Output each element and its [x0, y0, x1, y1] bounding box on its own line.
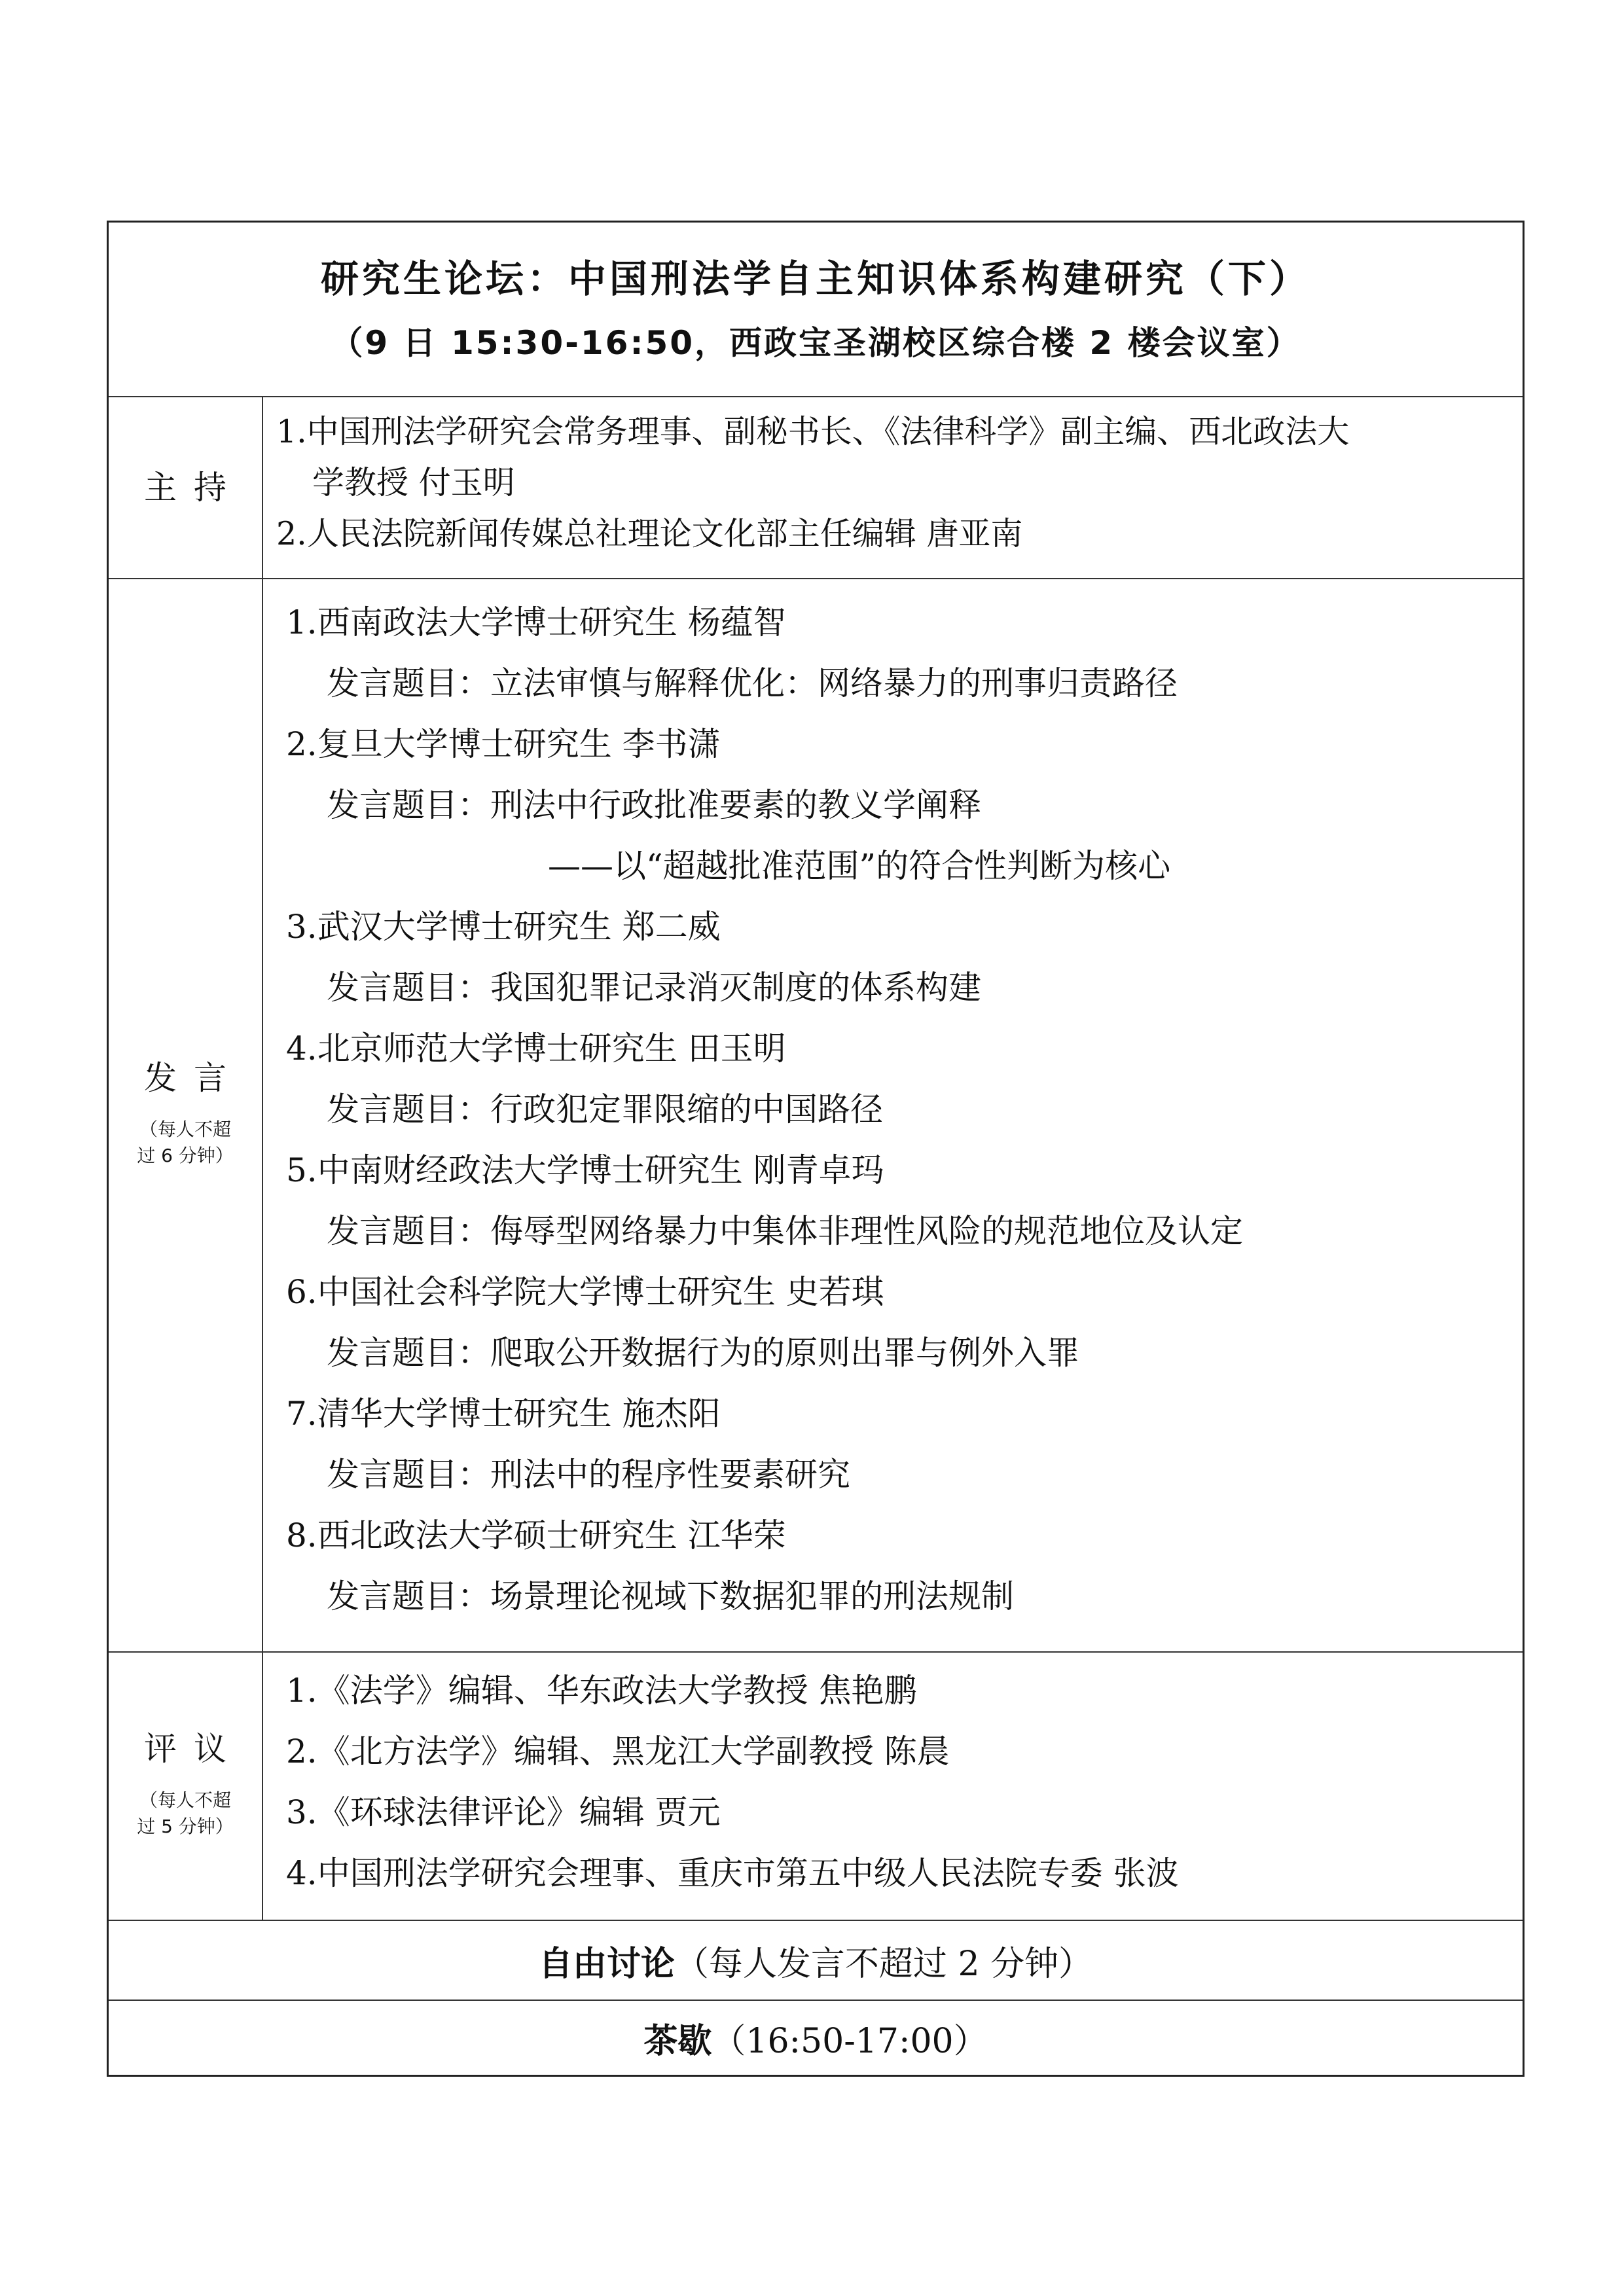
speakers-note-line-1: （每人不超 [139, 1119, 231, 1140]
free-discussion-title: 自由讨论 [538, 1944, 675, 1984]
review-note-line-1: （每人不超 [139, 1789, 231, 1811]
speakers-content [263, 579, 1523, 1651]
speakers-label-cell [109, 579, 263, 1651]
speaker-3-name: 3.武汉大学博士研究生 郑二威 [286, 908, 721, 946]
tea-break-time: （16:50-17:00） [712, 2022, 988, 2061]
speaker-5-name: 5.中南财经政法大学博士研究生 刚青卓玛 [286, 1151, 884, 1189]
speaker-6-topic: 发言题目：爬取公开数据行为的原则出罪与例外入罪 [327, 1334, 1079, 1372]
session-title: 研究生论坛：中国刑法学自主知识体系构建研究（下） [320, 256, 1310, 301]
speaker-2-topic: 发言题目：刑法中行政批准要素的教义学阐释 [327, 786, 981, 824]
reviewer-1: 1.《法学》编辑、华东政法大学教授 焦艳鹏 [286, 1672, 917, 1710]
review-label-cell [109, 1653, 263, 1920]
host-row [109, 396, 1523, 578]
speaker-1-name: 1.西南政法大学博士研究生 杨蕴智 [286, 603, 786, 641]
speaker-2-subtopic: ——以“超越批准范围”的符合性判断为核心 [548, 847, 1171, 885]
tea-break-title: 茶歇 [643, 2022, 712, 2061]
session-subtitle: （9 日 15:30-16:50，西政宝圣湖校区综合楼 2 楼会议室） [330, 323, 1301, 362]
host-content [263, 397, 1523, 578]
review-note [137, 1787, 234, 1840]
speaker-1-topic: 发言题目：立法审慎与解释优化：网络暴力的刑事归责路径 [327, 664, 1178, 702]
speaker-8-topic: 发言题目：场景理论视域下数据犯罪的刑法规制 [327, 1577, 1014, 1615]
host-label: 主持 [144, 469, 244, 507]
speaker-5-topic: 发言题目：侮辱型网络暴力中集体非理性风险的规范地位及认定 [327, 1212, 1243, 1250]
host-item-2: 2.人民法院新闻传媒总社理论文化部主任编辑 唐亚南 [276, 515, 1023, 552]
host-label-cell [109, 397, 263, 578]
speaker-4-name: 4.北京师范大学博士研究生 田玉明 [286, 1030, 786, 1067]
schedule-table [107, 221, 1525, 2077]
reviewer-3: 3.《环球法律评论》编辑 贾元 [286, 1793, 721, 1831]
reviewer-4: 4.中国刑法学研究会理事、重庆市第五中级人民法院专委 张波 [286, 1854, 1179, 1892]
speakers-note [137, 1117, 234, 1169]
review-note-line-2: 过 5 分钟） [137, 1816, 234, 1837]
speaker-3-topic: 发言题目：我国犯罪记录消灭制度的体系构建 [327, 969, 981, 1007]
free-discussion-row [109, 1920, 1523, 2000]
review-row [109, 1651, 1523, 1920]
review-content [263, 1653, 1523, 1920]
speakers-label: 发言 [144, 1059, 244, 1097]
speakers-note-line-2: 过 6 分钟） [137, 1145, 234, 1166]
speaker-7-name: 7.清华大学博士研究生 施杰阳 [286, 1395, 721, 1433]
speaker-6-name: 6.中国社会科学院大学博士研究生 史若琪 [286, 1273, 884, 1311]
free-discussion-note: （每人发言不超过 2 分钟） [674, 1944, 1093, 1984]
speaker-2-name: 2.复旦大学博士研究生 李书潇 [286, 725, 721, 763]
tea-break-row [109, 2000, 1523, 2075]
review-label: 评议 [144, 1730, 244, 1768]
reviewer-2: 2.《北方法学》编辑、黑龙江大学副教授 陈晨 [286, 1732, 950, 1770]
table-header [109, 223, 1523, 396]
speakers-row [109, 578, 1523, 1651]
host-item-1-cont: 学教授 付玉明 [312, 464, 515, 501]
host-item-1: 1.中国刑法学研究会常务理事、副秘书长、《法律科学》副主编、西北政法大 [276, 413, 1350, 450]
speaker-4-topic: 发言题目：行政犯定罪限缩的中国路径 [327, 1090, 883, 1128]
speaker-8-name: 8.西北政法大学硕士研究生 江华荣 [286, 1516, 786, 1554]
speaker-7-topic: 发言题目：刑法中的程序性要素研究 [327, 1456, 850, 1494]
